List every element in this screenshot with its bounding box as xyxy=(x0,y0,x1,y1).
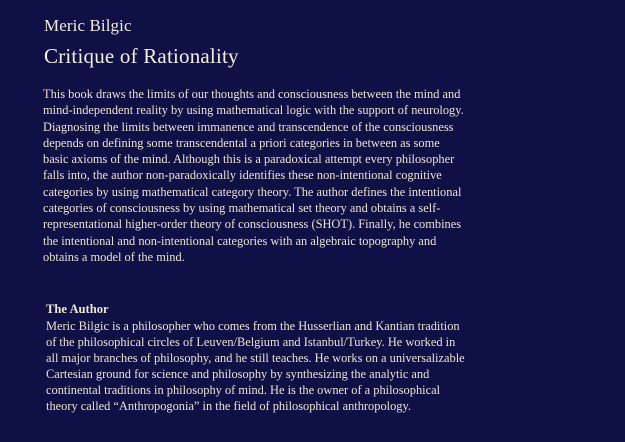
about-line: all major branches of philosophy, and he still teaches. He works on a universalizable xyxy=(46,351,465,366)
about-author-heading: The Author xyxy=(46,302,109,316)
about-line: theory called “Anthropogonia” in the field of philosophical anthropology. xyxy=(46,399,411,414)
description-line: representational higher-order theory of consciousness (SHOT). Finally, he combines xyxy=(43,217,462,232)
about-line: Cartesian ground for science and philosophy by synthesizing the analytic and xyxy=(46,367,430,382)
description-line: mind-independent reality by using mathematical logic with the support of neurology. xyxy=(43,103,464,118)
about-line: of the philosophical circles of Leuven/Belgium and Istanbul/Turkey. He worked in xyxy=(46,335,456,350)
book-description xyxy=(43,86,521,265)
about-line: continental traditions in philosophy of mind. He is the owner of a philosophical xyxy=(46,383,441,398)
description-line: basic axioms of the mind. Although this is a paradoxical attempt every philosopher xyxy=(43,152,455,167)
description-line: This book draws the limits of our thoughts and consciousness between the mind and xyxy=(43,87,461,101)
description-line: Diagnosing the limits between immanence and transcendence of the consciousness xyxy=(43,119,454,134)
book-title: Critique of Rationality xyxy=(44,44,239,68)
description-line: categories by using mathematical category theory. The author defines the intentional xyxy=(43,184,462,199)
description-line: categories of consciousness by using mathematical set theory and obtains a self- xyxy=(43,201,441,216)
description-line: falls into, the author non-paradoxically identifies these non-intentional cognitive xyxy=(43,168,442,183)
about-line: Meric Bilgic is a philosopher who comes from the Husserlian and Kantian tradition xyxy=(46,319,460,333)
author-name: Meric Bilgic xyxy=(44,16,132,35)
description-line: depends on defining some transcendental a priori categories in between as some xyxy=(43,135,440,150)
about-author-text xyxy=(46,318,524,415)
description-line: the intentional and non-intentional categories with an algebraic topography and xyxy=(43,233,437,248)
description-line: obtains a model of the mind. xyxy=(43,249,185,264)
